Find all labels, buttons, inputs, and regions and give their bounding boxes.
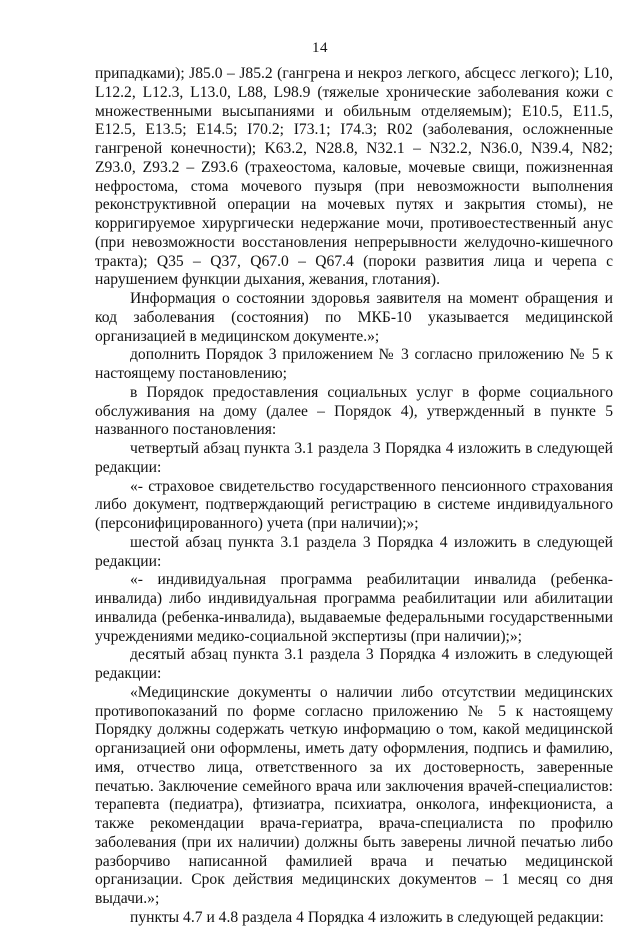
paragraph-fourth-abzac: четвертый абзац пункта 3.1 раздела 3 Порядка 4 изложить в следующей редакции:: [95, 440, 613, 476]
paragraph-insurance-certificate: «- страховое свидетельство государственного пенсионного страхования либо документ, подтверждающий регистрацию в системе индивидуального (персонифицированного) учета (при наличии);»;: [95, 477, 613, 532]
paragraph-tenth-abzac: десятый абзац пункта 3.1 раздела 3 Порядка 4 изложить в следующей редакции:: [95, 646, 613, 682]
paragraph-sixth-abzac: шестой абзац пункта 3.1 раздела 3 Порядка 4 изложить в следующей редакции:: [95, 533, 613, 570]
paragraph-supplement-order-3: дополнить Порядок 3 приложением № 3 согласно приложению № 5 к настоящему постановлению;: [95, 346, 613, 382]
document-body: [95, 65, 613, 928]
paragraph-medical-documents: «Медицинские документы о наличии либо отсутствии медицинских противопоказаний по форме согласно приложению № 5 к настоящему Порядку должны содержать четкую информацию о том, какой медицинской организацией они оформлены, иметь дату оформления, подпись и фамилию, имя, отчество лица, ответственного за их достоверность, заверенные печатью. Заключение семейного врача или заключения врачей-специалистов: терапевта (педиатра), фтизиатра, психиатра, онколога, инфекциониста, а также рекомендации врача-гериатра, врача-специалиста по профилю заболевания (при их наличии) должны быть заверены личной печатью либо разборчиво написанной фамилией врача и печатью медицинской организации. Срок действия медицинских документов – 1 месяц со дня выдачи.»;: [95, 683, 613, 907]
paragraph-continuation: припадками); J85.0 – J85.2 (гангрена и некроз легкого, абсцесс легкого); L10, L12.2, L12.3, L13.0, L88, L98.9 (тяжелые хронические заболевания кожи с множественными высыпаниями и обильным отделяемым); E10.5, E11.5, E12.5, E13.5; E14.5; I70.2; I73.1; I74.3; R02 (заболевания, осложненные гангреной конечности); K63.2, N28.8, N32.1 – N32.2, N36.0, N39.4, N82; Z93.0, Z93.2 – Z93.6 (трахеостома, каловые, мочевые свищи, пожизненная нефростома, стома мочевого пузыря (при невозможности выполнения реконструктивной операции на мочевых путях и закрытия стомы), не корригируемое хирургически недержание мочи, противоестественный анус (при невозможности восстановления непрерывности желудочно-кишечного тракта); Q35 – Q37, Q67.0 – Q67.4 (пороки развития лица и черепа с нарушением функции дыхания, жевания, глотания).: [95, 65, 613, 289]
paragraph-order-4-intro: в Порядок предоставления социальных услуг в форме социального обслуживания на дому (далее – Порядок 4), утвержденный в пункте 5 названного постановления:: [95, 383, 613, 439]
paragraph-points-4-7-4-8: пункты 4.7 и 4.8 раздела 4 Порядка 4 изложить в следующей редакции:: [130, 908, 604, 926]
page-number: 14: [312, 40, 328, 56]
paragraph-rehabilitation-program: «- индивидуальная программа реабилитации инвалида (ребенка-инвалида) либо индивидуальная программа реабилитации или абилитации инвалида (ребенка-инвалида), выдаваемые федеральными государственными учреждениями медико-социальной экспертизы (при наличии);»;: [95, 571, 613, 645]
paragraph-health-info: Информация о состоянии здоровья заявителя на момент обращения и код заболевания (состояния) по МКБ-10 указывается медицинской организацией в медицинском документе.»;: [95, 290, 613, 345]
